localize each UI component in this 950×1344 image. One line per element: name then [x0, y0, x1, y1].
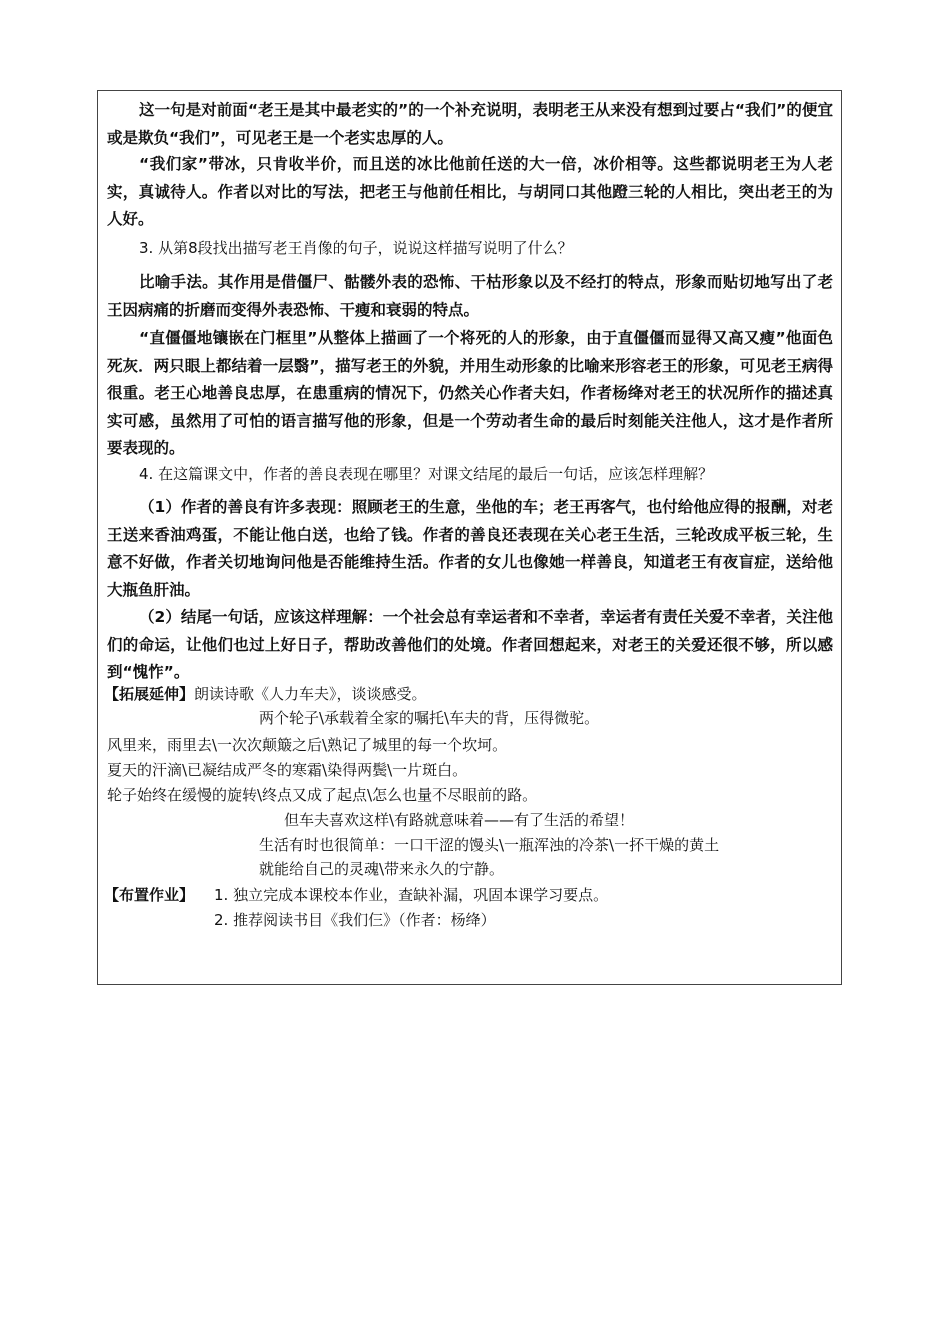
poem-line-6: 生活有时也很简单：一口干涩的馒头\一瓶浑浊的冷茶\一抔干燥的黄土	[259, 836, 720, 854]
paragraph-3: 比喻手法。其作用是借僵尸、骷髅外表的恐怖、干枯形象以及不经打的特点，形象而贴切地写出了老王因病痛的折磨而变得外表恐怖、干瘦和衰弱的特点。	[107, 273, 833, 319]
paragraph-5: （1）作者的善良有许多表现：照顾老王的生意，坐他的车；老王再客气，也付给他应得的报酬，对老王送来香油鸡蛋，不能让他白送，也给了钱。作者的善良还表现在关心老王生活，三轮改成平板三轮，生意不好做，作者关切地询问他是否能维持生活。作者的女儿也像她一样善良，知道老王有夜盲症，送给他大瓶鱼肝油。	[107, 498, 833, 599]
poem-line-2: 风里来，雨里去\一次次颠簸之后\熟记了城里的每一个坎坷。	[107, 736, 508, 754]
homework-label: 【布置作业】	[104, 886, 195, 904]
homework-item-1: 1. 独立完成本课校本作业，查缺补漏，巩固本课学习要点。	[214, 886, 609, 904]
extension-intro: 朗读诗歌《人力车夫》，谈谈感受。	[194, 685, 427, 703]
question-3: 3. 从第8段找出描写老王肖像的句子，说说这样描写说明了什么？	[139, 239, 573, 257]
poem-line-1: 两个轮子\承载着全家的嘱托\车夫的背，压得微驼。	[259, 709, 600, 727]
question-4: 4. 在这篇课文中，作者的善良表现在哪里？对课文结尾的最后一句话，应该怎样理解？	[139, 465, 714, 483]
extension-label: 【拓展延伸】	[104, 685, 195, 703]
paragraph-6: （2）结尾一句话，应该这样理解：一个社会总有幸运者和不幸者，幸运者有责任关爱不幸者，关注他们的命运，让他们也过上好日子，帮助改善他们的处境。作者回想起来，对老王的关爱还很不够，所以感到“愧怍”。	[107, 608, 833, 681]
paragraph-2: “我们家”带冰，只肯收半价，而且送的冰比他前任送的大一倍，冰价相等。这些都说明老王为人老实，真诚待人。作者以对比的写法，把老王与他前任相比，与胡同口其他蹬三轮的人相比，突出老王的为人好。	[107, 155, 833, 228]
paragraph-1: 这一句是对前面“老王是其中最老实的”的一个补充说明，表明老王从来没有想到过要占“我们”的便宜或是欺负“我们”，可见老王是一个老实忠厚的人。	[107, 101, 833, 147]
paragraph-4: “直僵僵地镶嵌在门框里”从整体上描画了一个将死的人的形象，由于直僵僵而显得又高又瘦”他面色死灰．两只眼上都结着一层翳”，描写老王的外貌，并用生动形象的比喻来形容老王的形象，可见老王病得很重。老王心地善良忠厚，在患重病的情况下，仍然关心作者夫妇，作者杨绛对老王的状况所作的描述真实可感，虽然用了可怕的语言描写他的形象，但是一个劳动者生命的最后时刻能关注他人，这才是作者所要表现的。	[107, 329, 833, 457]
poem-line-3: 夏天的汗滴\已凝结成严冬的寒霜\染得两鬓\一片斑白。	[107, 761, 468, 779]
poem-line-7: 就能给自己的灵魂\带来永久的宁静。	[259, 860, 505, 878]
poem-line-4: 轮子始终在缓慢的旋转\终点又成了起点\怎么也量不尽眼前的路。	[107, 786, 538, 804]
extension-line	[104, 683, 427, 705]
homework-item-2: 2. 推荐阅读书目《我们仨》（作者：杨绛）	[214, 911, 496, 929]
poem-line-5: 但车夫喜欢这样\有路就意味着——有了生活的希望！	[284, 811, 635, 829]
